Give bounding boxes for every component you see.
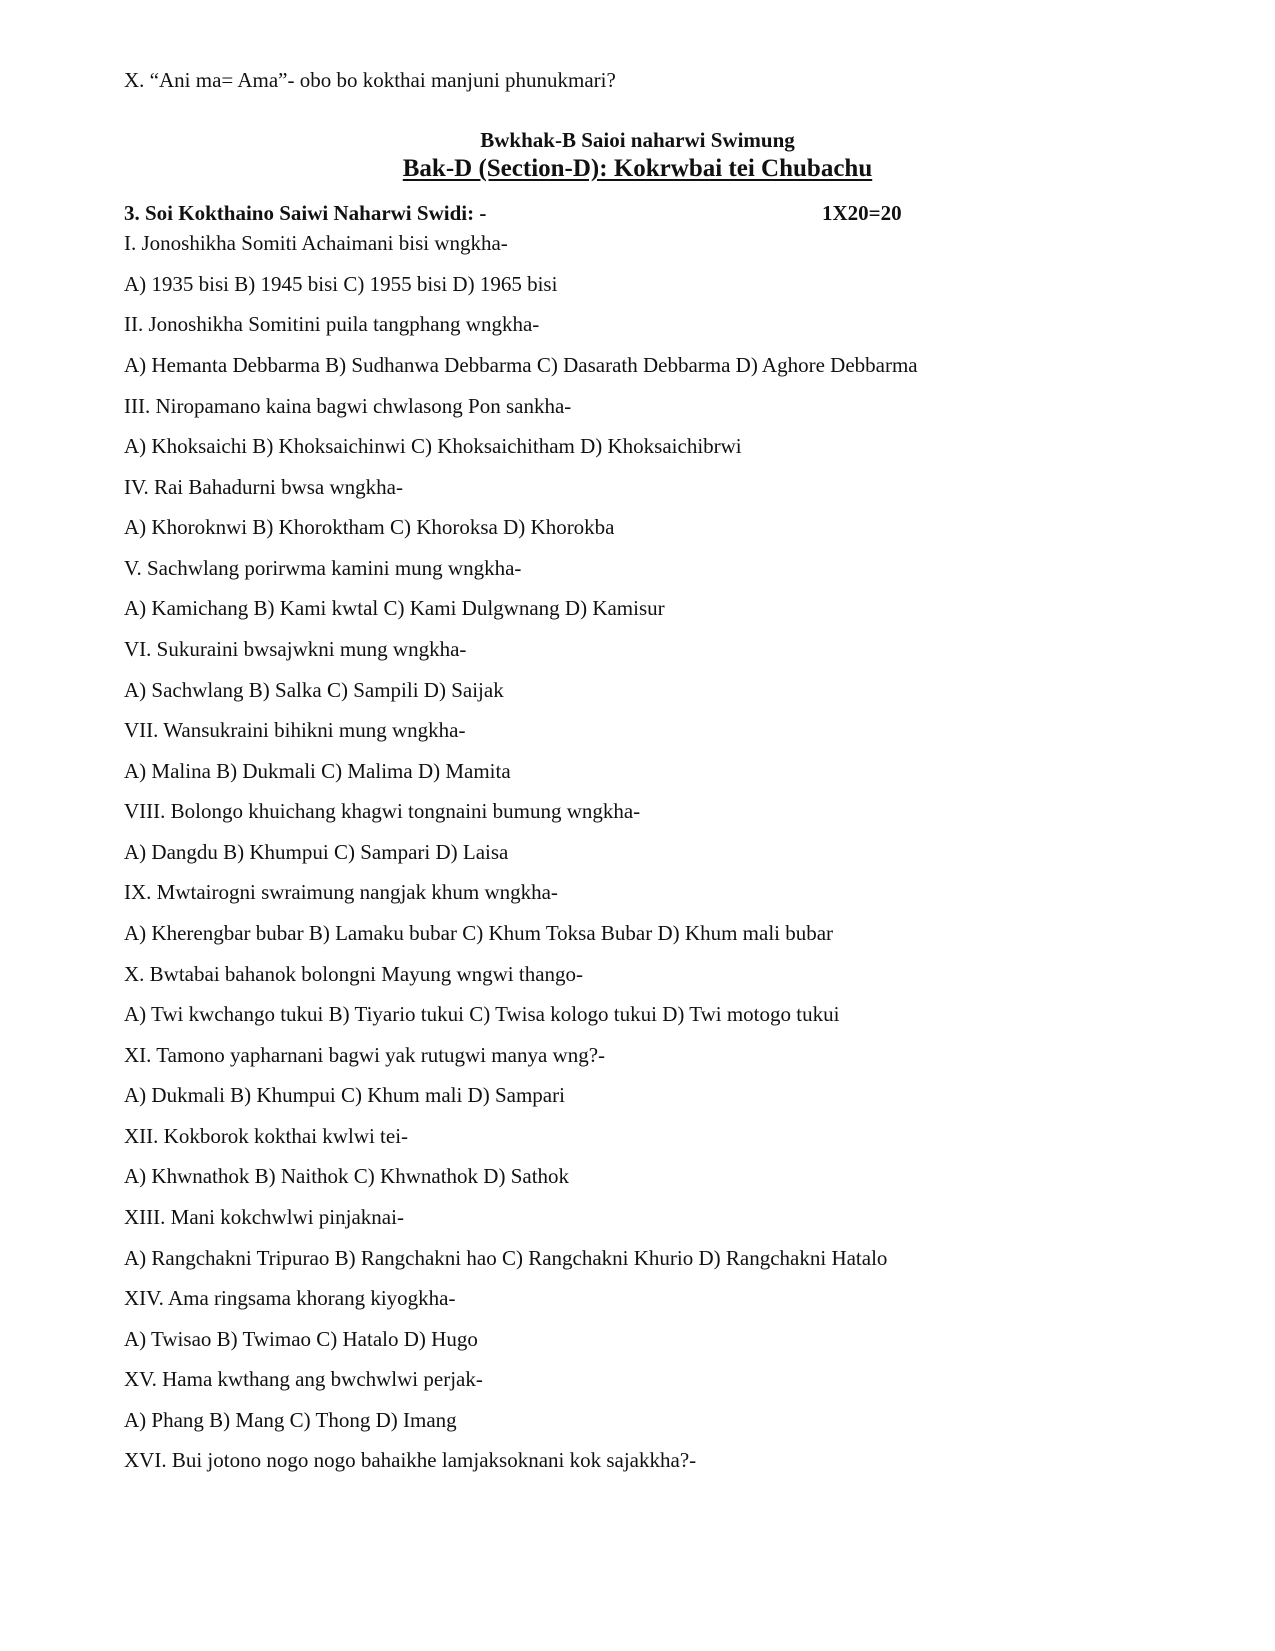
section-title: Bak-D (Section-D): Kokrwbai tei Chubachu <box>402 155 873 182</box>
question-line: VI. Sukuraini bwsajwkni mung wngkha- <box>124 637 467 661</box>
question-line: IV. Rai Bahadurni bwsa wngkha- <box>124 475 403 499</box>
options-line: A) Rangchakni Tripurao B) Rangchakni hao C) Rangchakni Khurio D) Rangchakni Hatalo <box>124 1246 888 1270</box>
question-line: X. Bwtabai bahanok bolongni Mayung wngwi thango- <box>124 962 584 986</box>
question-line: XIV. Ama ringsama khorang kiyogkha- <box>124 1286 456 1310</box>
question-line: XIII. Mani kokchwlwi pinjaknai- <box>124 1205 404 1229</box>
options-line: A) Hemanta Debbarma B) Sudhanwa Debbarma C) Dasarath Debbarma D) Aghore Debbarma <box>124 353 918 377</box>
previous-question: X. “Ani ma= Ama”- obo bo kokthai manjuni phunukmari? <box>124 68 616 92</box>
question-line: VII. Wansukraini bihikni mung wngkha- <box>124 718 466 742</box>
options-line: A) Twisao B) Twimao C) Hatalo D) Hugo <box>124 1327 478 1351</box>
question-line: IX. Mwtairogni swraimung nangjak khum wngkha- <box>124 880 558 904</box>
question-line: V. Sachwlang porirwma kamini mung wngkha- <box>124 556 522 580</box>
instruction-text: 3. Soi Kokthaino Saiwi Naharwi Swidi: - <box>124 201 487 225</box>
options-line: A) Phang B) Mang C) Thong D) Imang <box>124 1408 457 1432</box>
options-line: A) Kamichang B) Kami kwtal C) Kami Dulgwnang D) Kamisur <box>124 596 665 620</box>
question-line: II. Jonoshikha Somitini puila tangphang wngkha- <box>124 312 540 336</box>
options-line: A) Dangdu B) Khumpui C) Sampari D) Laisa <box>124 840 509 864</box>
question-line: III. Niropamano kaina bagwi chwlasong Pon sankha- <box>124 394 572 418</box>
options-line: A) Sachwlang B) Salka C) Sampili D) Saijak <box>124 678 504 702</box>
options-line: A) Khoksaichi B) Khoksaichinwi C) Khoksaichitham D) Khoksaichibrwi <box>124 434 742 458</box>
options-line: A) Khoroknwi B) Khoroktham C) Khoroksa D) Khorokba <box>124 515 615 539</box>
options-line: A) Dukmali B) Khumpui C) Khum mali D) Sampari <box>124 1083 565 1107</box>
part-title: Bwkhak-B Saioi naharwi Swimung <box>480 128 795 152</box>
question-line: XI. Tamono yapharnani bagwi yak rutugwi manya wng?- <box>124 1043 606 1067</box>
question-line: XV. Hama kwthang ang bwchwlwi perjak- <box>124 1367 483 1391</box>
question-line: XII. Kokborok kokthai kwlwi tei- <box>124 1124 409 1148</box>
question-line: VIII. Bolongo khuichang khagwi tongnaini bumung wngkha- <box>124 799 641 823</box>
question-line: I. Jonoshikha Somiti Achaimani bisi wngkha- <box>124 231 508 255</box>
options-line: A) Malina B) Dukmali C) Malima D) Mamita <box>124 759 511 783</box>
marks-label: 1X20=20 <box>822 201 902 225</box>
options-line: A) 1935 bisi B) 1945 bisi C) 1955 bisi D) 1965 bisi <box>124 272 558 296</box>
question-line: XVI. Bui jotono nogo nogo bahaikhe lamjaksoknani kok sajakkha?- <box>124 1448 697 1472</box>
options-line: A) Twi kwchango tukui B) Tiyario tukui C) Twisa kologo tukui D) Twi motogo tukui <box>124 1002 840 1026</box>
options-line: A) Kherengbar bubar B) Lamaku bubar C) Khum Toksa Bubar D) Khum mali bubar <box>124 921 834 945</box>
options-line: A) Khwnathok B) Naithok C) Khwnathok D) Sathok <box>124 1164 570 1188</box>
